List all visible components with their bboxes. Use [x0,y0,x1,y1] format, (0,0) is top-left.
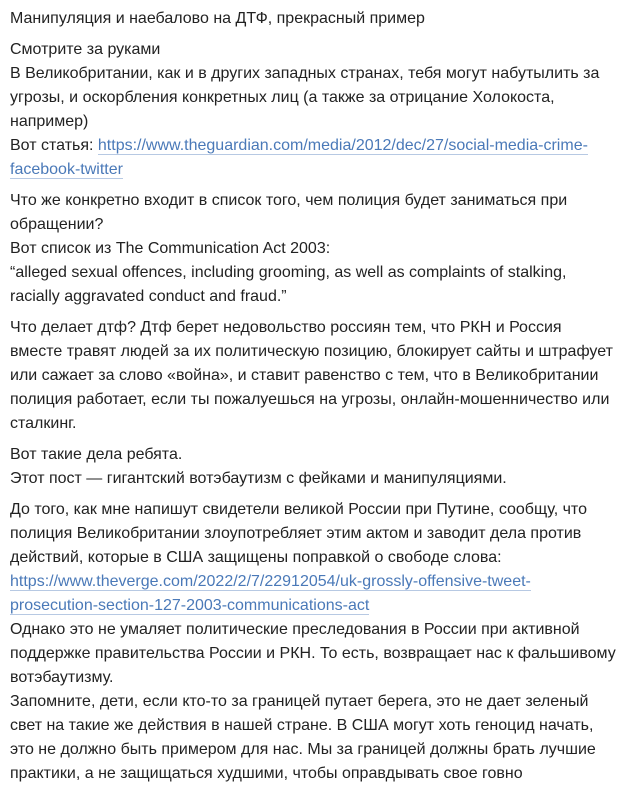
post-paragraph [10,443,618,491]
text-run: Однако это не умаляет политические преследования в России при активной поддержке правительства России и РКН. То есть, возвращает нас к фальшивому вотэбаутизму. [10,621,616,686]
text-run: В Великобритании, как и в других западных странах, тебя могут набутылить за угрозы, и оскорбления конкретных лиц (а также за отрицание Холокоста, например) [10,65,600,130]
post-link[interactable]: https://www.theguardian.com/media/2012/dec/27/social-media-crime-facebook-twitter [10,137,588,178]
post-paragraph [10,316,618,436]
text-run: До того, как мне напишут свидетели великой России при Путине, сообщу, что полиция Великобритании злоупотребляет этим актом и заводит дела против действий, которые в США защищены поправкой о свободе слова: [10,501,587,566]
text-run: Что же конкретно входит в список того, чем полиция будет заниматься при обращении? [10,192,568,233]
text-run: Вот статья: [10,137,98,154]
text-run: Этот пост — гигантский вотэбаутизм с фейками и манипуляциями. [10,470,507,487]
post-paragraph [10,498,618,786]
post-paragraph [10,38,618,182]
text-run: Запомните, дети, если кто-то за границей путает берега, это не дает зеленый свет на такие же действия в нашей стране. В США могут хоть геноцид начать, это не должно быть примером для нас. Мы за границей должны брать лучшие практики, а не защищаться худшими, чтобы оправдывать свое говно [10,693,596,782]
post-link[interactable]: https://www.theverge.com/2022/2/7/22912054/uk-grossly-offensive-tweet-prosecution-section-127-2003-communications-act [10,573,531,614]
post-paragraph [10,189,618,309]
text-run: Смотрите за руками [10,41,161,58]
text-run: Что делает дтф? Дтф берет недовольство россиян тем, что РКН и Россия вместе травят людей за их политическую позицию, блокирует сайты и штрафует или сажает за слово «война», и ставит равенство с тем, что в Великобритании полиция работает, если ты пожалуешься на угрозы, онлайн-мошенничество или сталкинг. [10,319,613,432]
text-run: Манипуляция и наебалово на ДТФ, прекрасный пример [10,10,425,27]
text-run: Вот такие дела ребята. [10,446,183,463]
text-run: “alleged sexual offences, including grooming, as well as complaints of stalking, racially aggravated conduct and fraud.” [10,264,567,305]
post-title [10,7,618,31]
text-run: Вот список из The Communication Act 2003: [10,240,331,257]
